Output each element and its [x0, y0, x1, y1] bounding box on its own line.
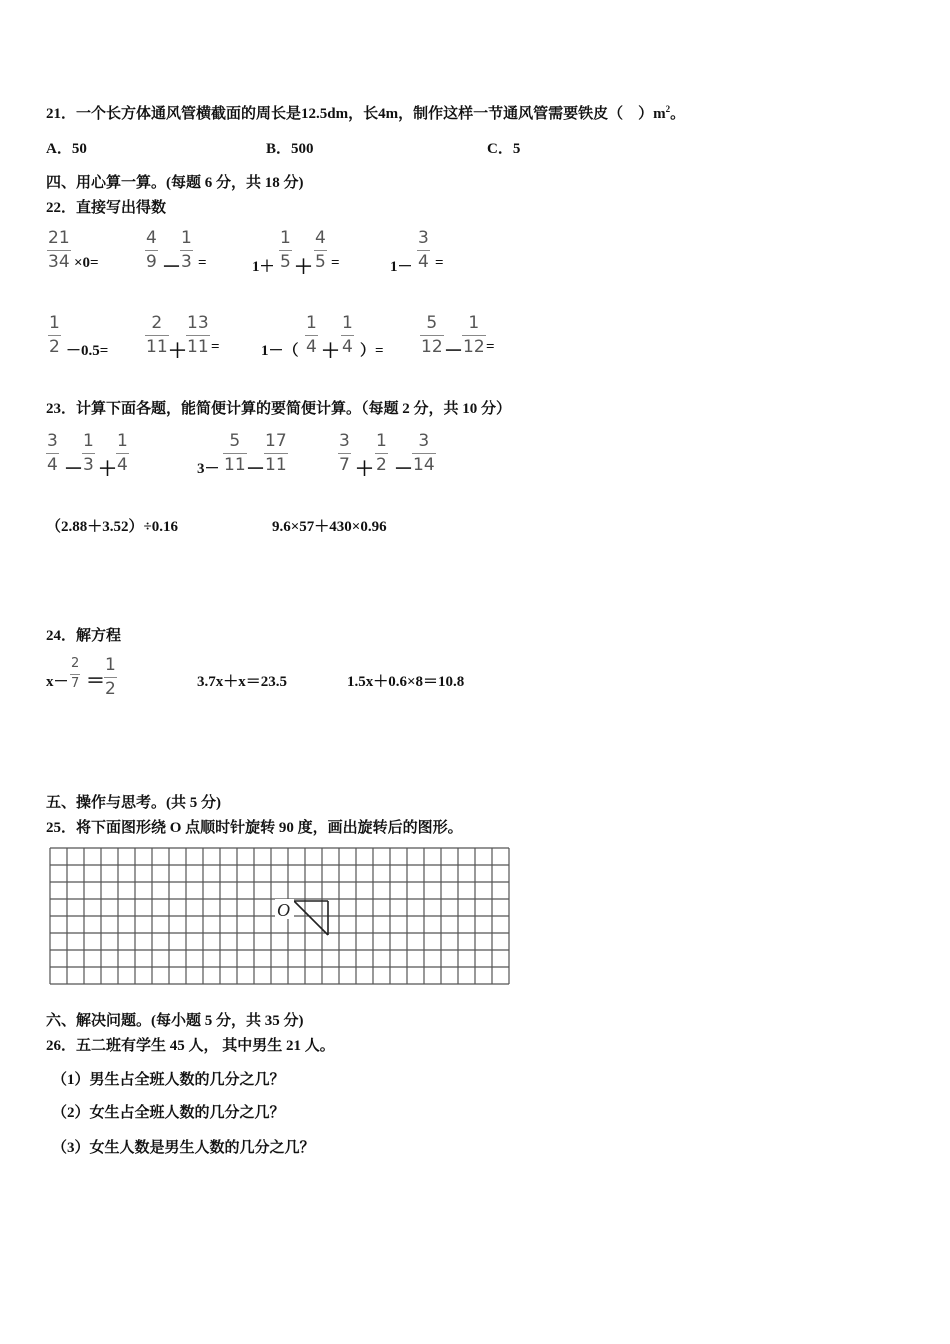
q21-stem: 21．一个长方体通风管横截面的周长是12.5dm，长4m，制作这样一节通风管需要铁皮（ ）$m^2$。: [46, 104, 686, 122]
q26-part-1: （1）男生占全班人数的几分之几？: [52, 1072, 285, 1088]
q26-title: 26．五二班有学生 45 人， 其中男生 21 人。: [46, 1038, 335, 1054]
q21-option-a: A．50: [46, 141, 87, 157]
q24-equation-2: 3.7x＋x＝23.5: [197, 674, 288, 690]
section-6-heading: 六、解决问题。(每小题 5 分，共 35 分): [46, 1013, 304, 1029]
q26-part-2: （2）女生占全班人数的几分之几？: [52, 1105, 285, 1121]
q23-expression-5: 9.6×57＋430×0.96: [272, 519, 387, 535]
q22-title: 22．直接写出得数: [46, 200, 167, 216]
q24-equation-3: 1.5x＋0.6×8＝10.8: [347, 674, 465, 690]
section-4-heading: 四、用心算一算。(每题 6 分，共 18 分): [46, 175, 304, 191]
q23-title: 23．计算下面各题，能简便计算的要简便计算。（每题 2 分，共 10 分）: [46, 401, 512, 417]
q24-title: 24．解方程: [46, 628, 122, 644]
q21-option-b: B．500: [266, 141, 314, 157]
q21-option-c: C．5: [487, 141, 521, 157]
rotation-grid: [48, 846, 520, 990]
q25-title: 25．将下面图形绕 O 点顺时针旋转 90 度，画出旋转后的图形。: [46, 820, 463, 836]
triangle-shape: [294, 901, 328, 935]
q26-part-3: （3）女生人数是男生人数的几分之几？: [52, 1140, 315, 1156]
point-o-label: O: [277, 900, 290, 920]
section-5-heading: 五、操作与思考。(共 5 分): [46, 795, 221, 811]
q23-expression-4: （2.88＋3.52）÷0.16: [46, 519, 178, 535]
